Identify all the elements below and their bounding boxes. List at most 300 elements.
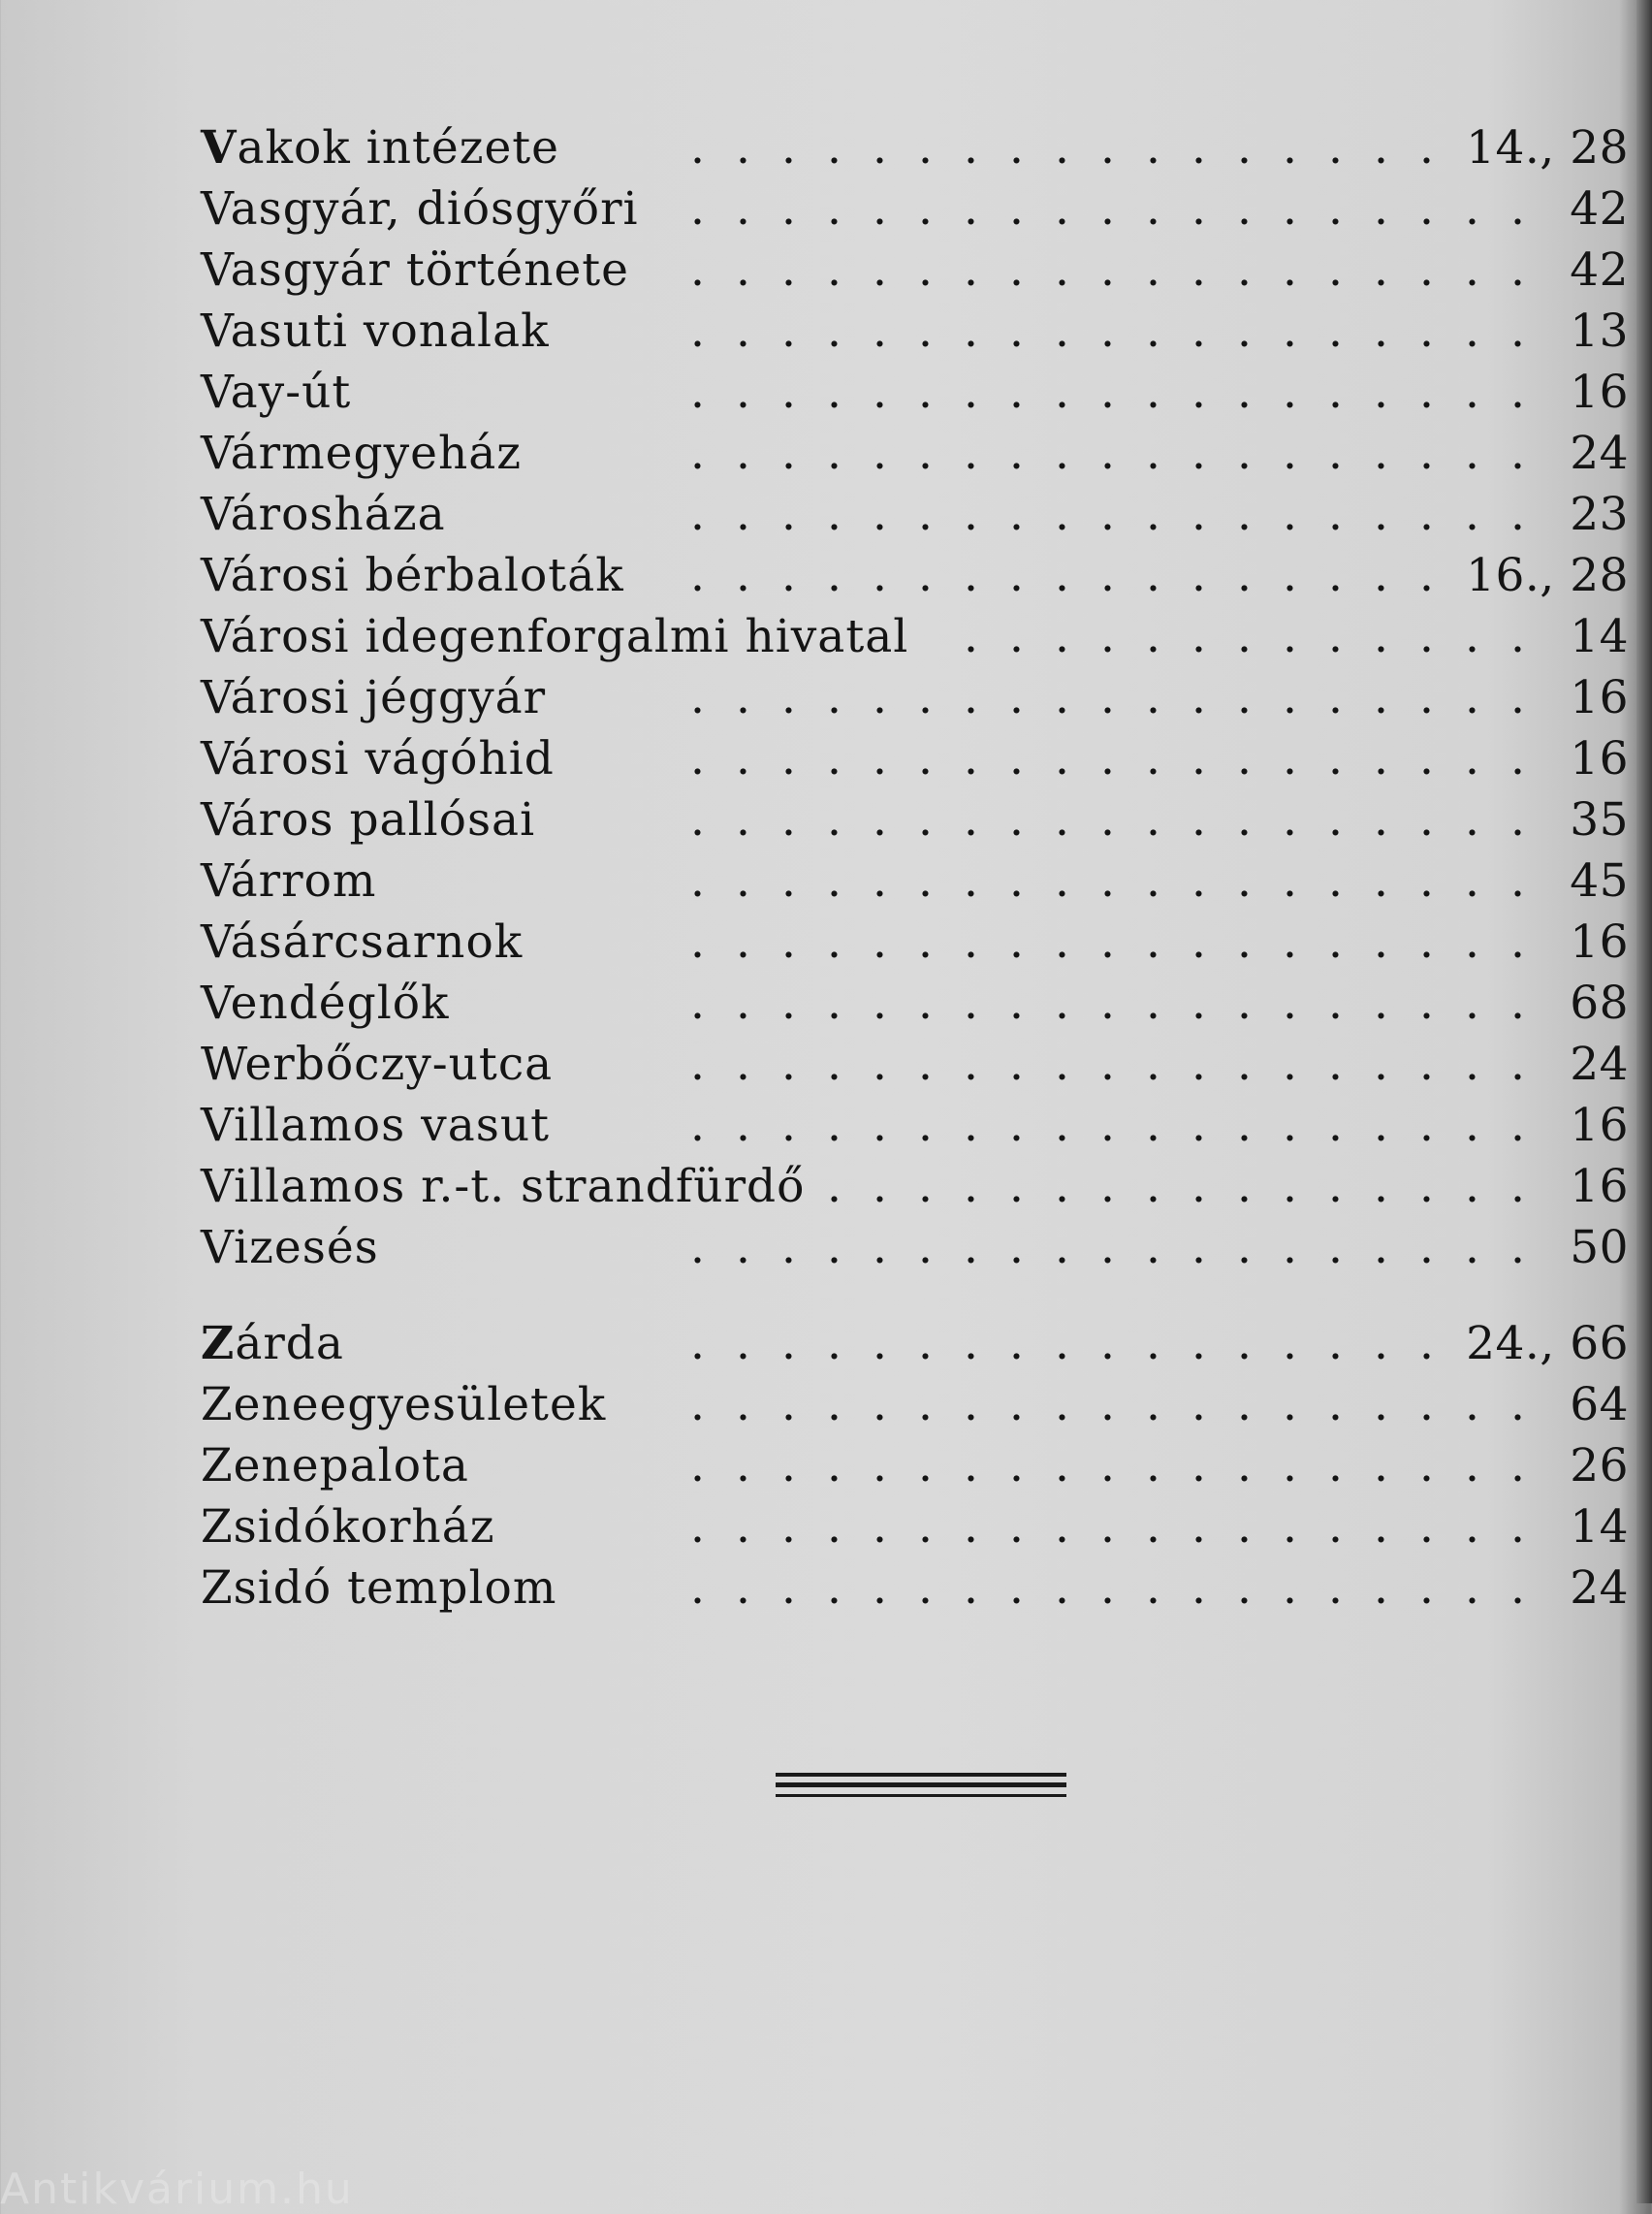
dot-leader: . bbox=[690, 1378, 705, 1431]
dot-leader: . bbox=[1328, 243, 1343, 297]
dot-leader: . bbox=[918, 1317, 933, 1370]
entry-text: Vay-út bbox=[201, 366, 352, 419]
index-entry-vasuti-vonalak bbox=[201, 303, 1629, 361]
dot-leader: . bbox=[690, 182, 705, 236]
dot-leader: . bbox=[873, 488, 887, 541]
entry-page-numbers: 45 bbox=[1570, 854, 1629, 908]
dot-leader: . bbox=[690, 549, 705, 602]
dot-leader: . bbox=[1100, 1439, 1115, 1492]
dot-leader: . bbox=[1146, 1099, 1160, 1152]
dot-leader: . bbox=[1374, 1500, 1388, 1554]
entry-label bbox=[201, 1315, 344, 1373]
dot-leader: . bbox=[1328, 1500, 1343, 1554]
dot-leader: . bbox=[1283, 1500, 1297, 1554]
dot-leader: . bbox=[690, 854, 705, 908]
dot-leader: . bbox=[736, 121, 750, 175]
entry-page-numbers: 14 bbox=[1570, 610, 1629, 663]
dot-leader: . bbox=[736, 915, 750, 969]
dot-leader: . bbox=[1419, 1378, 1434, 1431]
dot-leader: . bbox=[1465, 610, 1479, 663]
dot-leader: . bbox=[1146, 977, 1160, 1030]
dot-leader: . bbox=[1465, 977, 1479, 1030]
index-entry-varmegyehaz bbox=[201, 425, 1629, 483]
dot-leader: . bbox=[781, 1038, 796, 1091]
dot-leader: . bbox=[1419, 366, 1434, 419]
dot-leader: . bbox=[736, 671, 750, 724]
dot-leader: . bbox=[736, 243, 750, 297]
entry-text: Vasuti vonalak bbox=[201, 305, 550, 358]
dot-leader: . bbox=[1283, 1160, 1297, 1213]
dot-leader: . bbox=[1283, 182, 1297, 236]
dot-leader: . bbox=[1191, 305, 1206, 358]
dot-leader: . bbox=[1237, 610, 1252, 663]
dot-leader: . bbox=[1055, 1439, 1069, 1492]
dot-leader: . bbox=[1283, 243, 1297, 297]
entry-text: Vizesés bbox=[201, 1221, 379, 1274]
dot-leader: . bbox=[736, 366, 750, 419]
dot-leader: . bbox=[827, 1038, 842, 1091]
dot-leader: . bbox=[1374, 732, 1388, 786]
dot-leader: . bbox=[1055, 1500, 1069, 1554]
dot-leader: . bbox=[1374, 977, 1388, 1030]
dot-leader: . bbox=[736, 305, 750, 358]
entry-page-numbers: 16., 28 bbox=[1466, 549, 1629, 602]
index-entry-varrom bbox=[201, 852, 1629, 911]
dot-leader: . bbox=[1419, 1561, 1434, 1615]
dot-leader: . bbox=[1419, 182, 1434, 236]
dot-leader: . bbox=[873, 1561, 887, 1615]
dot-leader: . bbox=[1510, 793, 1525, 847]
entry-text: Zsidókorház bbox=[201, 1500, 495, 1554]
index-entry-vasgyar-tortenete bbox=[201, 241, 1629, 300]
dot-leader: . bbox=[964, 305, 978, 358]
dot-leader: . bbox=[1283, 915, 1297, 969]
dot-leader: . bbox=[1191, 1561, 1206, 1615]
dot-leader: . bbox=[964, 1038, 978, 1091]
dot-leader: . bbox=[1510, 1221, 1525, 1274]
dot-leader: . bbox=[964, 977, 978, 1030]
dot-leader: . bbox=[736, 1500, 750, 1554]
entry-page-numbers: 68 bbox=[1570, 977, 1629, 1030]
dot-leader: . bbox=[1283, 121, 1297, 175]
dot-leader: . bbox=[1465, 1378, 1479, 1431]
dot-leader: . bbox=[873, 1221, 887, 1274]
index-entry-vay-ut bbox=[201, 364, 1629, 422]
dot-leader: . bbox=[1374, 1160, 1388, 1213]
dot-leader: . bbox=[1510, 1160, 1525, 1213]
dot-leader: . bbox=[1465, 1500, 1479, 1554]
dot-leader: . bbox=[827, 1099, 842, 1152]
dot-leader: . bbox=[827, 977, 842, 1030]
dot-leader: . bbox=[1328, 1221, 1343, 1274]
dot-leader: . bbox=[1100, 1038, 1115, 1091]
dot-leader: . bbox=[873, 671, 887, 724]
dot-leader: . bbox=[1419, 305, 1434, 358]
dot-leader: . bbox=[1510, 1561, 1525, 1615]
dot-leader: . bbox=[918, 182, 933, 236]
dot-leader: . bbox=[1191, 427, 1206, 480]
dot-leader: . bbox=[827, 1160, 842, 1213]
dot-leader: . bbox=[781, 427, 796, 480]
dot-leader: . bbox=[1510, 427, 1525, 480]
dot-leader: . bbox=[1055, 671, 1069, 724]
dot-leader: . bbox=[873, 305, 887, 358]
closing-rule-top bbox=[776, 1773, 1066, 1777]
dot-leader: . bbox=[873, 915, 887, 969]
dot-leader: . bbox=[1465, 1561, 1479, 1615]
dot-leader: . bbox=[1374, 793, 1388, 847]
entry-label bbox=[201, 1219, 379, 1277]
dot-leader: . bbox=[1146, 610, 1160, 663]
dot-leader: . bbox=[736, 1221, 750, 1274]
dot-leader: . bbox=[964, 1500, 978, 1554]
dot-leader: . bbox=[1237, 488, 1252, 541]
dot-leader: . bbox=[964, 732, 978, 786]
dot-leader: . bbox=[827, 854, 842, 908]
dot-leader: . bbox=[873, 977, 887, 1030]
dot-leader: . bbox=[1419, 549, 1434, 602]
dot-leader: . bbox=[918, 854, 933, 908]
entry-page-numbers: 16 bbox=[1570, 915, 1629, 969]
entry-text: Zenepalota bbox=[201, 1439, 469, 1492]
entry-label bbox=[201, 669, 546, 727]
dot-leader: . bbox=[1419, 610, 1434, 663]
dot-leader: . bbox=[781, 1561, 796, 1615]
dot-leader: . bbox=[690, 1221, 705, 1274]
dot-leader: . bbox=[827, 1378, 842, 1431]
dot-leader: . bbox=[918, 915, 933, 969]
dot-leader: . bbox=[781, 854, 796, 908]
dot-leader: . bbox=[873, 549, 887, 602]
entry-page-numbers: 24 bbox=[1570, 1561, 1629, 1615]
entry-text: árda bbox=[235, 1317, 344, 1370]
entry-text: Városi bérbaloták bbox=[201, 549, 624, 602]
dot-leader: . bbox=[1419, 1500, 1434, 1554]
dot-leader: . bbox=[1055, 1317, 1069, 1370]
dot-leader: . bbox=[690, 366, 705, 419]
dot-leader: . bbox=[690, 1439, 705, 1492]
entry-text: Zsidó templom bbox=[201, 1561, 557, 1615]
dot-leader: . bbox=[1283, 1099, 1297, 1152]
dot-leader: . bbox=[827, 182, 842, 236]
dot-leader: . bbox=[827, 121, 842, 175]
dot-leader: . bbox=[1328, 1561, 1343, 1615]
dot-leader: . bbox=[827, 1561, 842, 1615]
dot-leader: . bbox=[827, 793, 842, 847]
dot-leader: . bbox=[1465, 243, 1479, 297]
dot-leader: . bbox=[1465, 182, 1479, 236]
dot-leader: . bbox=[1009, 854, 1024, 908]
dot-leader: . bbox=[1055, 366, 1069, 419]
dot-leader: . bbox=[918, 732, 933, 786]
dot-leader: . bbox=[964, 182, 978, 236]
dot-leader: . bbox=[873, 732, 887, 786]
index-entry-zsidokorhaz bbox=[201, 1498, 1629, 1556]
dot-leader: . bbox=[1465, 854, 1479, 908]
dot-leader: . bbox=[827, 305, 842, 358]
dot-leader: . bbox=[1419, 1317, 1434, 1370]
dot-leader: . bbox=[873, 1500, 887, 1554]
entry-text: Várrom bbox=[201, 854, 377, 908]
index-entry-vizeses bbox=[201, 1219, 1629, 1277]
dot-leader: . bbox=[964, 1317, 978, 1370]
dot-leader: . bbox=[1510, 732, 1525, 786]
dot-leader: . bbox=[1055, 854, 1069, 908]
dot-leader: . bbox=[1283, 1038, 1297, 1091]
dot-leader: . bbox=[1009, 1500, 1024, 1554]
index-entry-varosi-idegenforgalmi-hivatal bbox=[201, 608, 1629, 666]
dot-leader: . bbox=[918, 793, 933, 847]
dot-leader: . bbox=[690, 1561, 705, 1615]
dot-leader: . bbox=[1419, 427, 1434, 480]
dot-leader: . bbox=[781, 793, 796, 847]
dot-leader: . bbox=[1237, 366, 1252, 419]
entry-text: Werbőczy-utca bbox=[201, 1038, 554, 1091]
dot-leader: . bbox=[1283, 549, 1297, 602]
dot-leader: . bbox=[1100, 1561, 1115, 1615]
dot-leader: . bbox=[690, 732, 705, 786]
dot-leader: . bbox=[827, 366, 842, 419]
entry-label bbox=[201, 547, 624, 605]
entry-initial: Z bbox=[201, 1317, 236, 1370]
dot-leader: . bbox=[1191, 732, 1206, 786]
dot-leader: . bbox=[1055, 488, 1069, 541]
dot-leader: . bbox=[1465, 915, 1479, 969]
dot-leader: . bbox=[1055, 1221, 1069, 1274]
dot-leader: . bbox=[1146, 182, 1160, 236]
dot-leader: . bbox=[1055, 427, 1069, 480]
dot-leader: . bbox=[1419, 121, 1434, 175]
dot-leader: . bbox=[1100, 549, 1115, 602]
entry-text: Városháza bbox=[201, 488, 446, 541]
dot-leader: . bbox=[1465, 793, 1479, 847]
entry-page-numbers: 23 bbox=[1570, 488, 1629, 541]
dot-leader: . bbox=[1009, 671, 1024, 724]
dot-leader: . bbox=[781, 1378, 796, 1431]
dot-leader: . bbox=[1009, 1221, 1024, 1274]
dot-leader: . bbox=[873, 793, 887, 847]
index-entry-vasgyar-diosgyori bbox=[201, 180, 1629, 239]
dot-leader: . bbox=[873, 1439, 887, 1492]
dot-leader: . bbox=[1374, 243, 1388, 297]
dot-leader: . bbox=[918, 549, 933, 602]
dot-leader: . bbox=[1374, 1317, 1388, 1370]
dot-leader: . bbox=[1146, 1378, 1160, 1431]
dot-leader: . bbox=[1419, 1038, 1434, 1091]
dot-leader: . bbox=[1328, 1378, 1343, 1431]
dot-leader: . bbox=[1419, 1099, 1434, 1152]
dot-leader: . bbox=[873, 243, 887, 297]
entry-label bbox=[201, 1559, 556, 1618]
dot-leader: . bbox=[1191, 610, 1206, 663]
dot-leader: . bbox=[964, 793, 978, 847]
dot-leader: . bbox=[1237, 854, 1252, 908]
entry-page-numbers: 42 bbox=[1570, 243, 1629, 297]
dot-leader: . bbox=[1283, 1221, 1297, 1274]
entry-label bbox=[201, 914, 523, 972]
dot-leader: . bbox=[827, 732, 842, 786]
entry-label bbox=[201, 119, 559, 177]
dot-leader: . bbox=[873, 182, 887, 236]
dot-leader: . bbox=[964, 1378, 978, 1431]
dot-leader: . bbox=[1100, 182, 1115, 236]
dot-leader: . bbox=[1510, 1099, 1525, 1152]
dot-leader: . bbox=[873, 1378, 887, 1431]
dot-leader: . bbox=[1055, 977, 1069, 1030]
dot-leader: . bbox=[918, 671, 933, 724]
index-entry-varosi-berbalotak bbox=[201, 547, 1629, 605]
dot-leader: . bbox=[918, 305, 933, 358]
dot-leader: . bbox=[1283, 732, 1297, 786]
entry-label bbox=[201, 425, 522, 483]
index-entry-vendeglok bbox=[201, 975, 1629, 1033]
dot-leader: . bbox=[1146, 732, 1160, 786]
dot-leader: . bbox=[1510, 671, 1525, 724]
dot-leader: . bbox=[1237, 305, 1252, 358]
dot-leader: . bbox=[1328, 427, 1343, 480]
dot-leader: . bbox=[1465, 488, 1479, 541]
entry-label bbox=[201, 1376, 606, 1434]
entry-page-numbers: 16 bbox=[1570, 1160, 1629, 1213]
dot-leader: . bbox=[964, 549, 978, 602]
dot-leader: . bbox=[918, 1099, 933, 1152]
dot-leader: . bbox=[1237, 793, 1252, 847]
dot-leader: . bbox=[1465, 1221, 1479, 1274]
dot-leader: . bbox=[827, 671, 842, 724]
dot-leader: . bbox=[1465, 305, 1479, 358]
dot-leader: . bbox=[736, 1317, 750, 1370]
dot-leader: . bbox=[1100, 305, 1115, 358]
dot-leader: . bbox=[690, 1500, 705, 1554]
dot-leader: . bbox=[873, 1099, 887, 1152]
entry-page-numbers: 16 bbox=[1570, 1099, 1629, 1152]
dot-leader: . bbox=[1374, 915, 1388, 969]
dot-leader: . bbox=[1237, 427, 1252, 480]
dot-leader: . bbox=[1191, 854, 1206, 908]
dot-leader: . bbox=[873, 854, 887, 908]
entry-page-numbers: 24 bbox=[1570, 427, 1629, 480]
dot-leader: . bbox=[964, 854, 978, 908]
entry-label bbox=[201, 303, 550, 361]
dot-leader: . bbox=[1009, 121, 1024, 175]
dot-leader: . bbox=[1237, 732, 1252, 786]
dot-leader: . bbox=[1510, 1378, 1525, 1431]
dot-leader: . bbox=[736, 1099, 750, 1152]
dot-leader: . bbox=[918, 1500, 933, 1554]
dot-leader: . bbox=[1419, 732, 1434, 786]
dot-leader: . bbox=[1191, 1160, 1206, 1213]
dot-leader: . bbox=[873, 121, 887, 175]
dot-leader: . bbox=[1328, 1317, 1343, 1370]
dot-leader: . bbox=[1237, 1221, 1252, 1274]
watermark: Antikvárium.hu bbox=[0, 2165, 354, 2214]
dot-leader: . bbox=[1374, 1221, 1388, 1274]
dot-leader: . bbox=[1283, 793, 1297, 847]
dot-leader: . bbox=[1374, 182, 1388, 236]
dot-leader: . bbox=[1146, 793, 1160, 847]
entry-text: Városi vágóhid bbox=[201, 732, 555, 786]
dot-leader: . bbox=[918, 121, 933, 175]
dot-leader: . bbox=[781, 732, 796, 786]
entry-page-numbers: 16 bbox=[1570, 366, 1629, 419]
dot-leader: . bbox=[1191, 1500, 1206, 1554]
dot-leader: . bbox=[736, 488, 750, 541]
dot-leader: . bbox=[690, 793, 705, 847]
dot-leader: . bbox=[1237, 671, 1252, 724]
dot-leader: . bbox=[1009, 243, 1024, 297]
dot-leader: . bbox=[873, 1160, 887, 1213]
dot-leader: . bbox=[1055, 732, 1069, 786]
dot-leader: . bbox=[781, 1221, 796, 1274]
index-entry-vakok-intezete bbox=[201, 119, 1629, 177]
dot-leader: . bbox=[736, 793, 750, 847]
dot-leader: . bbox=[1328, 610, 1343, 663]
dot-leader: . bbox=[1100, 610, 1115, 663]
dot-leader: . bbox=[1510, 305, 1525, 358]
dot-leader: . bbox=[1191, 915, 1206, 969]
dot-leader: . bbox=[1191, 366, 1206, 419]
dot-leader: . bbox=[1191, 243, 1206, 297]
dot-leader: . bbox=[1283, 977, 1297, 1030]
dot-leader: . bbox=[1419, 977, 1434, 1030]
dot-leader: . bbox=[1146, 243, 1160, 297]
dot-leader: . bbox=[1328, 671, 1343, 724]
entry-text: Vasgyár története bbox=[201, 243, 629, 297]
index-entry-villamos-vasut bbox=[201, 1097, 1629, 1155]
dot-leader: . bbox=[873, 1038, 887, 1091]
dot-leader: . bbox=[1100, 1221, 1115, 1274]
dot-leader: . bbox=[736, 977, 750, 1030]
dot-leader: . bbox=[1328, 121, 1343, 175]
entry-page-numbers: 26 bbox=[1570, 1439, 1629, 1492]
dot-leader: . bbox=[1146, 854, 1160, 908]
dot-leader: . bbox=[781, 243, 796, 297]
entry-label bbox=[201, 486, 446, 544]
dot-leader: . bbox=[1328, 488, 1343, 541]
dot-leader: . bbox=[1283, 1561, 1297, 1615]
entry-text: Város pallósai bbox=[201, 793, 536, 847]
dot-leader: . bbox=[1283, 671, 1297, 724]
dot-leader: . bbox=[781, 915, 796, 969]
dot-leader: . bbox=[827, 488, 842, 541]
dot-leader: . bbox=[1146, 915, 1160, 969]
dot-leader: . bbox=[827, 1439, 842, 1492]
entry-label bbox=[201, 1498, 495, 1556]
dot-leader: . bbox=[1237, 1038, 1252, 1091]
dot-leader: . bbox=[1146, 1038, 1160, 1091]
dot-leader: . bbox=[1237, 1317, 1252, 1370]
dot-leader: . bbox=[1419, 854, 1434, 908]
dot-leader: . bbox=[690, 671, 705, 724]
entry-label bbox=[201, 1158, 805, 1216]
dot-leader: . bbox=[1055, 243, 1069, 297]
dot-leader: . bbox=[1100, 732, 1115, 786]
dot-leader: . bbox=[1374, 121, 1388, 175]
closing-rule-bottom bbox=[776, 1794, 1066, 1797]
dot-leader: . bbox=[1419, 243, 1434, 297]
entry-page-numbers: 16 bbox=[1570, 671, 1629, 724]
dot-leader: . bbox=[1191, 1038, 1206, 1091]
dot-leader: . bbox=[736, 1439, 750, 1492]
dot-leader: . bbox=[736, 1561, 750, 1615]
dot-leader: . bbox=[1328, 977, 1343, 1030]
dot-leader: . bbox=[1510, 854, 1525, 908]
dot-leader: . bbox=[1237, 243, 1252, 297]
entry-page-numbers: 24 bbox=[1570, 1038, 1629, 1091]
dot-leader: . bbox=[1055, 793, 1069, 847]
entry-page-numbers: 14., 28 bbox=[1466, 121, 1629, 175]
dot-leader: . bbox=[1055, 182, 1069, 236]
